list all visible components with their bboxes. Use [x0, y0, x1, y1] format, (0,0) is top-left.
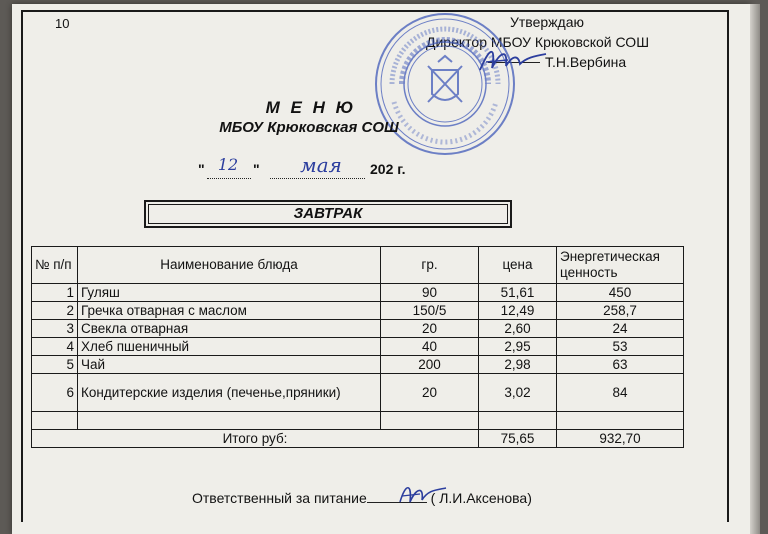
- row-price: 2,98: [479, 356, 557, 374]
- row-weight: 200: [381, 356, 479, 374]
- date-quote-open: ": [198, 161, 205, 177]
- total-price: 75,65: [479, 430, 557, 448]
- total-energy: 932,70: [557, 430, 684, 448]
- row-name: Хлеб пшеничный: [78, 338, 381, 356]
- menu-table: [31, 246, 684, 448]
- row-name: Кондитерские изделия (печенье,пряники): [78, 374, 381, 412]
- row-name: Свекла отварная: [78, 320, 381, 338]
- table-row: [32, 338, 684, 356]
- page-edge: [750, 4, 760, 534]
- footer-name: ( Л.И.Аксенова): [430, 490, 532, 506]
- total-label: Итого руб:: [32, 430, 479, 448]
- approval-line-2: Директор МБОУ Крюковской СОШ: [426, 34, 650, 50]
- responsible-signature-icon: [396, 480, 450, 510]
- menu-title: М Е Н Ю: [265, 98, 357, 117]
- row-num: 4: [32, 338, 78, 356]
- row-price: 51,61: [479, 284, 557, 302]
- school-name: МБОУ Крюковская СОШ: [219, 119, 399, 136]
- date-month-line: [270, 178, 365, 179]
- row-energy: 24: [557, 320, 684, 338]
- row-weight: 20: [381, 320, 479, 338]
- approval-line-1: Утверждаю: [510, 14, 584, 30]
- row-weight: 90: [381, 284, 479, 302]
- table-header-row: [32, 247, 684, 284]
- table-row: [32, 320, 684, 338]
- row-num: 6: [32, 374, 78, 412]
- row-num: 5: [32, 356, 78, 374]
- footer-responsible: [192, 490, 532, 506]
- date-day: 12: [217, 155, 239, 174]
- date-quote-close: ": [253, 161, 260, 177]
- row-price: 3,02: [479, 374, 557, 412]
- row-num: 2: [32, 302, 78, 320]
- row-num: 3: [32, 320, 78, 338]
- date-year: 202 г.: [370, 161, 406, 177]
- date-month: мая: [300, 153, 342, 177]
- row-energy: 63: [557, 356, 684, 374]
- header-energy: Энергетическая ценность: [557, 247, 684, 284]
- table-row-empty: [32, 412, 684, 430]
- table-row: [32, 284, 684, 302]
- row-weight: 40: [381, 338, 479, 356]
- meal-label: ЗАВТРАК: [293, 205, 363, 222]
- table-row: [32, 374, 684, 412]
- header-num: № п/п: [32, 247, 78, 284]
- meal-box: [144, 200, 512, 228]
- row-weight: 20: [381, 374, 479, 412]
- row-weight: 150/5: [381, 302, 479, 320]
- row-energy: 84: [557, 374, 684, 412]
- row-energy: 450: [557, 284, 684, 302]
- approval-line-3: Т.Н.Вербина: [545, 54, 627, 70]
- row-price: 12,49: [479, 302, 557, 320]
- header-price: цена: [479, 247, 557, 284]
- header-name: Наименование блюда: [78, 247, 381, 284]
- row-num: 1: [32, 284, 78, 302]
- table-total-row: [32, 430, 684, 448]
- row-price: 2,60: [479, 320, 557, 338]
- row-name: Гуляш: [78, 284, 381, 302]
- table-row: [32, 356, 684, 374]
- date-day-line: [207, 178, 251, 179]
- row-energy: 258,7: [557, 302, 684, 320]
- table-row: [32, 302, 684, 320]
- row-price: 2,95: [479, 338, 557, 356]
- row-energy: 53: [557, 338, 684, 356]
- page-number: 10: [55, 16, 70, 31]
- row-name: Гречка отварная с маслом: [78, 302, 381, 320]
- row-name: Чай: [78, 356, 381, 374]
- header-weight: гр.: [381, 247, 479, 284]
- footer-label: Ответственный за питание: [192, 490, 367, 506]
- director-signature-icon: [478, 42, 548, 76]
